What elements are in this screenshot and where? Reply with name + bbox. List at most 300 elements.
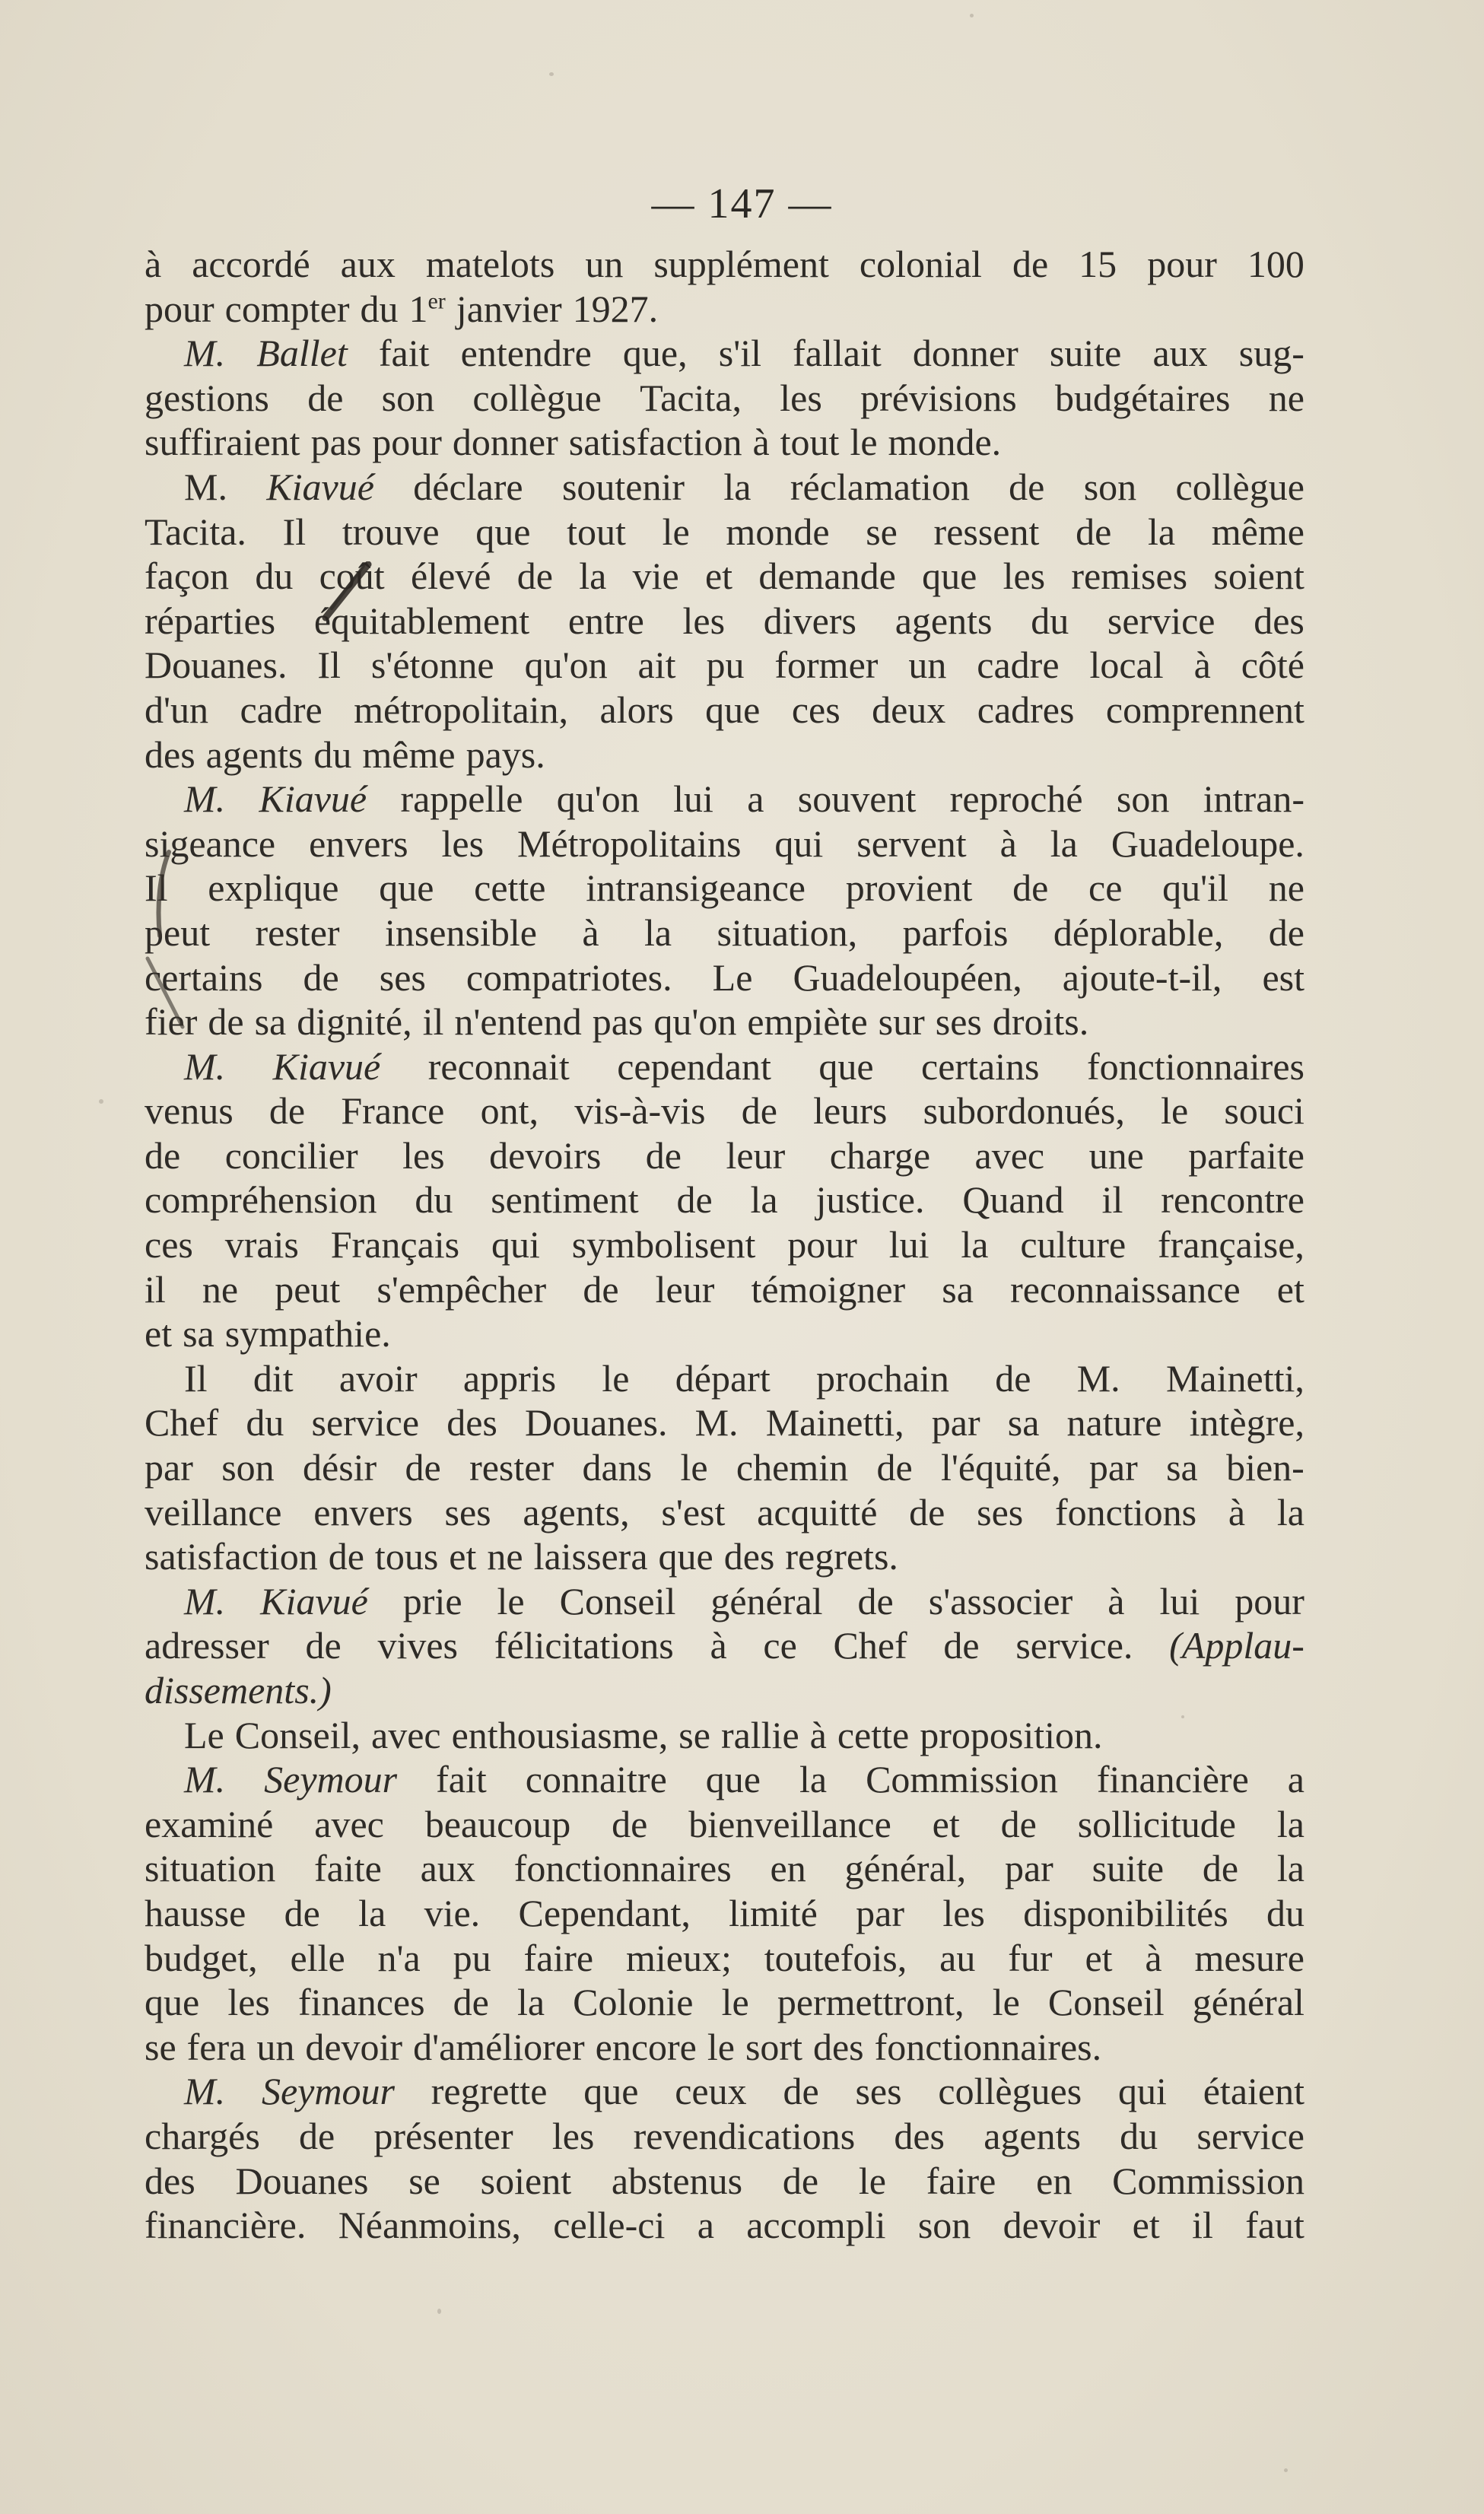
word: donner: [452, 421, 558, 464]
word: satisfaction: [568, 421, 742, 464]
word: même: [362, 733, 456, 776]
word: service.: [1015, 1624, 1133, 1667]
word: la: [579, 555, 607, 598]
word: limité: [729, 1891, 818, 1934]
word: Kiavué: [266, 465, 374, 508]
word: a: [697, 2204, 714, 2247]
word: il: [145, 1267, 166, 1311]
text-line: [145, 1623, 1304, 1668]
word: réclamation: [790, 465, 970, 508]
word: agents,: [523, 1490, 630, 1534]
word: de: [1012, 866, 1049, 910]
word: à: [145, 243, 162, 285]
word: Douanes: [235, 2159, 369, 2202]
word: fera: [186, 2025, 246, 2068]
word: 15: [1079, 243, 1117, 285]
word: et: [1132, 2204, 1160, 2247]
word: les: [551, 2114, 595, 2157]
word: ses: [379, 955, 426, 999]
word: déplorable,: [1053, 911, 1224, 954]
word: avec: [314, 1802, 384, 1845]
word: bien-: [1226, 1446, 1304, 1489]
word: fallait: [793, 332, 882, 375]
word: vie: [632, 555, 679, 598]
word: par: [1004, 1847, 1053, 1890]
word: vives: [377, 1624, 458, 1667]
pencil-stroke-mark: [318, 561, 374, 622]
word: financière.: [145, 2204, 307, 2247]
word: service: [1107, 599, 1215, 642]
word: budgétaires: [1054, 376, 1231, 419]
word: devoirs: [489, 1133, 602, 1177]
word: alors: [599, 688, 674, 731]
word: empiète: [747, 1000, 868, 1044]
word: de: [676, 1178, 713, 1222]
word: du: [246, 1401, 284, 1445]
word: M.: [1076, 1356, 1120, 1400]
word: de: [909, 1490, 945, 1534]
word: divers: [763, 599, 856, 642]
word: à: [1107, 1579, 1125, 1622]
word: pour: [145, 287, 214, 330]
word: certains: [921, 1044, 1040, 1088]
word: élevé: [410, 555, 491, 598]
text-line: [145, 1802, 1304, 1847]
word: faire: [523, 1936, 594, 1979]
word: M.: [184, 465, 227, 508]
body-text: [145, 242, 1304, 2248]
word: proposition.: [920, 1713, 1103, 1756]
word: s'est: [661, 1490, 726, 1534]
word: le: [992, 1981, 1020, 2024]
text-line: [145, 1534, 1304, 1579]
word: par: [145, 1446, 193, 1489]
text-line: [145, 777, 1304, 822]
word: étaient: [1203, 2070, 1304, 2113]
word: n'entend: [454, 1000, 582, 1044]
word: agents: [205, 733, 303, 776]
word: compter: [224, 287, 350, 330]
word: de: [741, 1089, 777, 1133]
text-line: [145, 331, 1304, 376]
word: faite: [314, 1847, 382, 1890]
word: les: [942, 1891, 985, 1934]
word: et: [932, 1802, 960, 1845]
word: de: [284, 1891, 320, 1934]
word: agents: [895, 599, 993, 642]
word: tout: [567, 510, 626, 553]
word: dans: [582, 1446, 653, 1489]
word: par: [856, 1891, 904, 1934]
word: agents: [984, 2114, 1081, 2157]
word: que,: [622, 332, 688, 375]
word: des: [1254, 599, 1304, 642]
word: subordonués,: [923, 1089, 1125, 1133]
word: Il: [145, 866, 168, 910]
word: dit: [253, 1356, 294, 1400]
word: Commission: [1112, 2159, 1304, 2202]
word: fait: [378, 332, 430, 375]
word: les: [682, 599, 726, 642]
word: beaucoup: [424, 1802, 571, 1845]
word: en: [770, 1847, 806, 1890]
word: du: [415, 1178, 453, 1222]
word: droits.: [992, 1000, 1089, 1044]
text-line: [145, 1133, 1304, 1178]
word: tous: [374, 1535, 439, 1578]
word: Kiavué: [272, 1044, 381, 1088]
word: compatriotes.: [466, 955, 672, 999]
word: le: [662, 510, 690, 553]
word: général,: [844, 1847, 967, 1890]
word: acquitté: [757, 1490, 878, 1534]
word: appris: [462, 1356, 557, 1400]
word: n'a: [377, 1936, 421, 1979]
word: ait: [637, 644, 676, 687]
word: aux: [420, 1847, 475, 1890]
word: sigeance: [145, 822, 276, 865]
word: de: [943, 1624, 980, 1667]
word: que: [583, 2070, 639, 2113]
word: de: [1076, 510, 1112, 553]
word: le: [497, 1579, 525, 1622]
word: de: [405, 1446, 441, 1489]
word: s'étonne: [370, 644, 494, 687]
word: Commission: [866, 1758, 1058, 1801]
word: suite: [1049, 332, 1122, 375]
text-line: [145, 1891, 1304, 1936]
word: se: [408, 2159, 440, 2202]
text-line: [145, 1980, 1304, 2025]
word: son: [221, 1446, 275, 1489]
word: de: [1202, 1847, 1239, 1890]
word: pour: [1147, 243, 1217, 285]
word: explique: [208, 866, 339, 910]
text-line: [145, 1713, 1304, 1758]
word: Cependant,: [518, 1891, 691, 1934]
word: le: [850, 421, 878, 464]
word: fonctionnaires.: [874, 2025, 1102, 2068]
word: vis-à-vis: [574, 1089, 706, 1133]
word: veillance: [145, 1490, 282, 1534]
text-line: [145, 2203, 1304, 2248]
word: et: [1085, 1936, 1113, 1979]
paper-speck: [970, 14, 974, 17]
word: des: [812, 2025, 864, 2068]
word: la: [750, 1178, 778, 1222]
word: celle-ci: [553, 2204, 666, 2247]
word: 1er: [408, 287, 446, 330]
word: française,: [1158, 1223, 1304, 1267]
word: cadres: [977, 688, 1075, 731]
word: Le: [712, 955, 753, 999]
word: qu'on: [524, 644, 608, 687]
word: faut: [1245, 2204, 1304, 2247]
word: peut: [275, 1267, 341, 1311]
word: matelots: [425, 243, 555, 285]
page-number: — 147 —: [651, 180, 833, 227]
word: des: [145, 733, 195, 776]
word: Kiavué: [259, 777, 367, 821]
word: situation,: [717, 911, 858, 954]
word: que: [379, 866, 434, 910]
word: la: [1050, 822, 1078, 865]
word: soutenir: [561, 465, 685, 508]
word: la: [1276, 1802, 1304, 1845]
text-line: [145, 911, 1304, 955]
word: rallie: [720, 1713, 799, 1756]
word: M.: [184, 777, 226, 821]
text-line: [145, 287, 1304, 332]
word: il: [1101, 1178, 1123, 1222]
word: pour: [372, 421, 442, 464]
word: connaitre: [525, 1758, 667, 1801]
text-line: [145, 1757, 1304, 1802]
word: de: [303, 955, 339, 999]
word: la: [1276, 1847, 1304, 1890]
word: pas: [592, 1000, 643, 1044]
text-line: [145, 1400, 1304, 1445]
text-line: [145, 643, 1304, 688]
word: nature: [1066, 1401, 1162, 1445]
word: Guadeloupéen,: [793, 955, 1022, 999]
word: donner: [912, 332, 1018, 375]
word: à: [710, 1624, 727, 1667]
word: Kiavué: [260, 1579, 368, 1622]
word: rappelle: [400, 777, 523, 821]
word: sa: [254, 1000, 287, 1044]
word: sentiment: [491, 1178, 639, 1222]
word: et: [449, 1535, 477, 1578]
word: Tacita.: [145, 510, 246, 553]
word: accordé: [192, 243, 310, 285]
text-line: [145, 822, 1304, 866]
text-line: [145, 376, 1304, 421]
word: témoigner: [751, 1267, 906, 1311]
word: pu: [706, 644, 745, 687]
word: France: [341, 1089, 445, 1133]
word: deux: [872, 688, 946, 731]
word: que: [145, 1981, 200, 2024]
word: gestions: [145, 376, 269, 419]
word: pour: [1235, 1579, 1304, 1622]
word: monde.: [888, 421, 1002, 464]
word: et: [145, 1312, 173, 1356]
word: le: [1161, 1089, 1189, 1133]
word: dignité,: [297, 1000, 412, 1044]
margin-bracket-mark: [137, 844, 190, 1050]
word: Chef: [145, 1401, 219, 1445]
word: insensible: [384, 911, 537, 954]
word: provient: [845, 866, 973, 910]
word: venus: [145, 1089, 234, 1133]
word: pu: [453, 1936, 491, 1979]
word: aux: [1152, 332, 1208, 375]
word: ce: [763, 1624, 797, 1667]
word: mieux;: [626, 1936, 732, 1979]
word: encore: [595, 2025, 697, 2068]
text-line: [145, 1267, 1304, 1312]
word: M.: [184, 2070, 226, 2113]
word: au: [939, 1936, 976, 1979]
word: sug-: [1238, 332, 1304, 375]
text-line: [145, 1356, 1304, 1401]
word: M.: [184, 1579, 226, 1622]
word: Chef: [833, 1624, 907, 1667]
word: se: [145, 2025, 176, 2068]
word: du: [313, 733, 352, 776]
word: sa: [1166, 1446, 1198, 1489]
word: à: [809, 1713, 827, 1756]
word: s'empêcher: [377, 1267, 547, 1311]
word: le: [707, 2025, 735, 2068]
word: déclare: [413, 465, 523, 508]
word: culture: [1020, 1223, 1127, 1267]
word: prie: [402, 1579, 462, 1622]
word: janvier: [456, 287, 562, 330]
word: vrais: [224, 1223, 299, 1267]
word: il: [1192, 2204, 1213, 2247]
word: la: [723, 465, 752, 508]
word: fonctionnaires: [513, 1847, 732, 1890]
word: cette: [837, 1713, 910, 1756]
word: accompli: [746, 2204, 886, 2247]
word: d'un: [145, 688, 209, 731]
word: faire: [926, 2159, 996, 2202]
word: examiné: [145, 1802, 274, 1845]
word: de: [145, 1133, 181, 1177]
word: désir: [303, 1446, 377, 1489]
word: Seymour: [261, 2070, 395, 2113]
word: monde: [726, 510, 830, 553]
word: 1927.: [572, 287, 659, 330]
word: reproché: [949, 777, 1083, 821]
word: est: [1262, 955, 1304, 999]
word: de: [307, 376, 344, 419]
text-line: [145, 2114, 1304, 2159]
word: de: [299, 2114, 335, 2157]
word: mesure: [1194, 1936, 1304, 1979]
word: de: [208, 1000, 244, 1044]
word: il: [422, 1000, 444, 1044]
word: Mainetti,: [1165, 1356, 1304, 1400]
word: rester: [469, 1446, 555, 1489]
word: devoir: [1003, 2204, 1101, 2247]
word: la: [1276, 1490, 1304, 1534]
word: service: [1196, 2114, 1304, 2157]
word: Il: [282, 510, 307, 553]
word: parfaite: [1188, 1133, 1304, 1177]
text-line: [145, 733, 1304, 777]
word: Guadeloupe.: [1111, 822, 1304, 865]
word: le: [602, 1356, 630, 1400]
word: de: [328, 1535, 364, 1578]
word: colonial: [859, 243, 982, 285]
word: regrette: [431, 2070, 548, 2113]
word: Néanmoins,: [338, 2204, 521, 2247]
word: leurs: [813, 1089, 888, 1133]
word: ses: [444, 1490, 491, 1534]
word: le: [680, 1446, 708, 1489]
word: lui: [1159, 1579, 1200, 1622]
word: en: [1036, 2159, 1072, 2202]
word: symbolisent: [571, 1223, 756, 1267]
word: former: [774, 644, 879, 687]
word: fier: [145, 1000, 198, 1044]
word: cette: [474, 866, 546, 910]
word: par: [1088, 1446, 1138, 1489]
word: entre: [567, 599, 644, 642]
word: que: [705, 688, 761, 731]
word: général: [1192, 1981, 1304, 2024]
word: laissera: [533, 1535, 648, 1578]
word: même: [1211, 510, 1304, 553]
word: revendications: [633, 2114, 856, 2157]
word: se: [866, 510, 898, 553]
word: du: [1120, 2114, 1158, 2157]
word: Ballet: [256, 332, 348, 375]
word: permettront,: [777, 1981, 964, 2024]
word: chargés: [145, 2114, 260, 2157]
word: et: [704, 555, 733, 598]
word: les: [227, 1981, 270, 2024]
word: vie.: [424, 1891, 481, 1934]
word: ceux: [675, 2070, 747, 2113]
word: la: [358, 1891, 386, 1934]
word: les: [1003, 555, 1046, 598]
word: rencontre: [1161, 1178, 1304, 1222]
word: sa: [183, 1312, 214, 1356]
word: sa: [942, 1267, 974, 1311]
word: prévisions: [860, 376, 1017, 419]
paper-speck: [1284, 2468, 1288, 2472]
word: rester: [255, 911, 340, 954]
word: de: [783, 2070, 819, 2113]
word: compréhension: [145, 1178, 377, 1222]
word: à: [999, 822, 1017, 865]
word: Seymour: [264, 1758, 398, 1801]
word: chemin: [736, 1446, 849, 1489]
word: des: [446, 1401, 497, 1445]
word: ces: [145, 1223, 193, 1267]
word: envers: [309, 822, 408, 865]
word: qui: [1118, 2070, 1167, 2113]
word: Quand: [962, 1178, 1064, 1222]
word: la: [961, 1223, 989, 1267]
word: ont,: [480, 1089, 539, 1133]
word: justice.: [815, 1178, 925, 1222]
paper-speck: [549, 72, 554, 76]
word: de: [876, 1446, 913, 1489]
word: M.: [694, 1401, 739, 1445]
text-line: [145, 1668, 1304, 1713]
word: du: [1031, 599, 1069, 642]
word: à: [1228, 1490, 1246, 1534]
word: Mainetti,: [765, 1401, 904, 1445]
word: parfois: [902, 911, 1009, 954]
word: Français: [330, 1223, 460, 1267]
word: une: [1088, 1133, 1144, 1177]
word: métropolitain,: [354, 688, 569, 731]
word: local: [1089, 644, 1164, 687]
text-line: [145, 866, 1304, 911]
word: tout: [780, 421, 840, 464]
word: budget,: [145, 1936, 258, 1979]
word: ajoute-t-il,: [1062, 955, 1222, 999]
paper-speck: [99, 1099, 103, 1104]
word: la: [1147, 510, 1176, 553]
word: 100: [1247, 243, 1304, 285]
